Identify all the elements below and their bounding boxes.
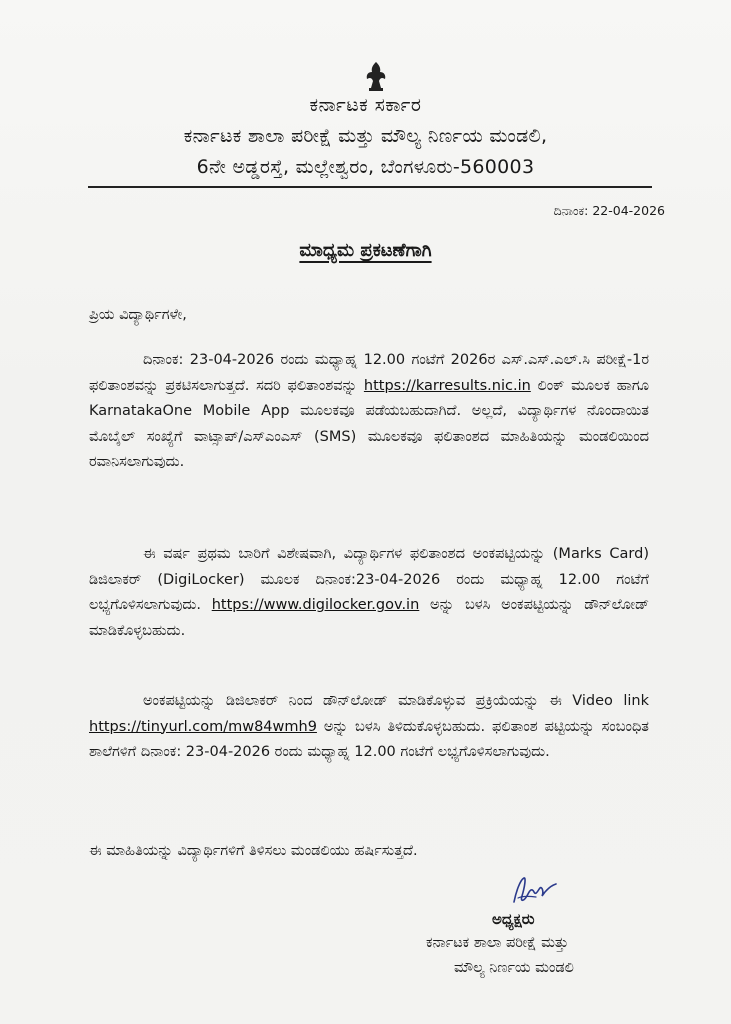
signatory-org-line-2: ಮೌಲ್ಯ ನಿರ್ಣಯ ಮಂಡಲಿ xyxy=(454,960,574,976)
paragraph-results-text-b: ಲಿಂಕ್ ಮೂಲಕ ಹಾಗೂ KarnatakaOne Mobile App ಮೂಲಕವೂ ಪಡೆಯಬಹುದಾಗಿದೆ. ಅಲ್ಲದೆ, ವಿದ್ಯಾರ್ಥಿಗಳ ನೊಂದಾಯಿತ ಮೊಬೈಲ್ ಸಂಖ್ಯೆಗೆ ವಾಟ್ಸಾಪ್/ಎಸ್‌ಎಂಎಸ್ (SMS) ಮೂಲಕವೂ ಫಲಿತಾಂಶದ ಮಾಹಿತಿಯನ್ನು ಮಂಡಲಿಯಿಂದ ರವಾನಿಸಲಾಗುವುದು. xyxy=(89,377,650,470)
signatory-org-line-1: ಕರ್ನಾಟಕ ಶಾಲಾ ಪರೀಕ್ಷೆ ಮತ್ತು xyxy=(426,935,569,951)
board-name: ಕರ್ನಾಟಕ ಶಾಲಾ ಪರೀಕ್ಷೆ ಮತ್ತು ಮೌಲ್ಯ ನಿರ್ಣಯ ಮಂಡಲಿ, xyxy=(183,125,548,147)
paragraph-video xyxy=(89,689,649,766)
government-title: ಕರ್ನಾಟಕ ಸರ್ಕಾರ xyxy=(309,94,422,116)
board-address: 6ನೇ ಅಡ್ಡರಸ್ತೆ, ಮಲ್ಲೇಶ್ವರಂ, ಬೆಂಗಳೂರು-560003 xyxy=(196,156,535,178)
paragraph-digilocker-text-b: ಅನ್ನು ಬಳಸಿ ಅಂಕಪಟ್ಟಿಯನ್ನು ಡೌನ್‌ಲೋಡ್ ಮಾಡಿಕೊಳ್ಳಬಹುದು. xyxy=(89,597,650,639)
press-release-title-text: ಮಾಧ್ಯಮ ಪ್ರಕಟಣೆಗಾಗಿ xyxy=(299,240,432,261)
header-divider xyxy=(88,186,652,188)
video-link[interactable]: https://tinyurl.com/mw84wmh9 xyxy=(89,718,317,735)
press-release-title xyxy=(0,240,731,261)
closing-line: ಈ ಮಾಹಿತಿಯನ್ನು ವಿದ್ಯಾರ್ಥಿಗಳಿಗೆ ತಿಳಿಸಲು ಮಂಡಲಿಯು ಹರ್ಷಿಸುತ್ತದೆ. xyxy=(89,843,418,859)
paragraph-video-text-b: ಅನ್ನು ಬಳಸಿ ತಿಳಿದುಕೊಳ್ಳಬಹುದು. ಫಲಿತಾಂಶ ಪಟ್ಟಿಯನ್ನು ಸಂಬಂಧಿತ ಶಾಲೆಗಳಿಗೆ ದಿನಾಂಕ: 23-04-2026 ರಂದು ಮಧ್ಯಾಹ್ನ 12.00 ಗಂಟೆಗೆ ಲಭ್ಯಗೊಳಿಸಲಾಗುವುದು. xyxy=(89,718,649,760)
government-emblem-icon xyxy=(362,60,390,92)
handwritten-signature xyxy=(506,872,564,910)
document-date: ದಿನಾಂಕ: 22-04-2026 xyxy=(553,203,665,218)
paragraph-results xyxy=(89,348,649,476)
paragraph-results-text-a: ದಿನಾಂಕ: 23-04-2026 ರಂದು ಮಧ್ಯಾಹ್ನ 12.00 ಗಂಟೆಗೆ 2026ರ ಎಸ್.ಎಸ್.ಎಲ್.ಸಿ ಪರೀಕ್ಷೆ-1ರ ಫಲಿತಾಂಶವನ್ನು ಪ್ರಕಟಿಸಲಾಗುತ್ತದೆ. ಸದರಿ ಫಲಿತಾಂಶವನ್ನು xyxy=(89,352,649,394)
salutation: ಪ್ರಿಯ ವಿದ್ಯಾರ್ಥಿಗಳೇ, xyxy=(89,307,187,323)
paragraph-digilocker-text-a: ಈ ವರ್ಷ ಪ್ರಥಮ ಬಾರಿಗೆ ವಿಶೇಷವಾಗಿ, ವಿದ್ಯಾರ್ಥಿಗಳ ಫಲಿತಾಂಶದ ಅಂಕಪಟ್ಟಿಯನ್ನು (Marks Card) ಡಿಜಿಲಾಕರ್ (DigiLocker) ಮೂಲಕ ದಿನಾಂಕ:23-04-2026 ರಂದು ಮಧ್ಯಾಹ್ನ 12.00 ಗಂಟೆಗೆ ಲಭ್ಯಗೊಳಿಸಲಾಗುವುದು. xyxy=(89,546,649,613)
paragraph-digilocker xyxy=(89,542,649,644)
digilocker-link[interactable]: https://www.digilocker.gov.in xyxy=(211,597,420,613)
signatory-title: ಅಧ್ಯಕ್ಷರು xyxy=(492,910,535,928)
karresults-link[interactable]: https://karresults.nic.in xyxy=(363,377,531,394)
paragraph-video-text-a: ಅಂಕಪಟ್ಟಿಯನ್ನು ಡಿಜಿಲಾಕರ್ ನಿಂದ ಡೌನ್‌ಲೋಡ್ ಮಾಡಿಕೊಳ್ಳುವ ಪ್ರಕ್ರಿಯೆಯನ್ನು ಈ Video link xyxy=(143,693,649,709)
